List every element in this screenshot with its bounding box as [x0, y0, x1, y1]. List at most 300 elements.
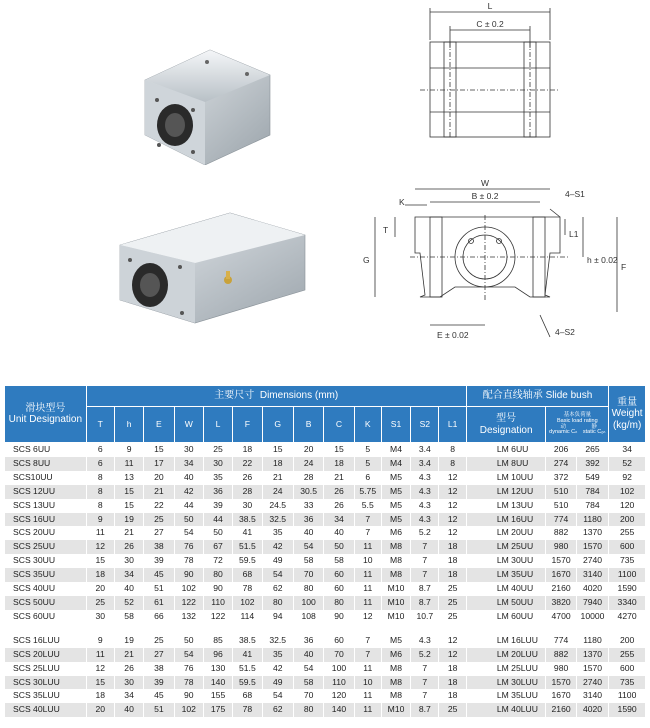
table-cell: 18	[233, 443, 262, 457]
table-cell: 15	[114, 499, 143, 513]
table-cell: 30	[114, 554, 143, 568]
col-K: K	[354, 407, 381, 443]
table-row	[5, 596, 646, 610]
table-cell: 21	[114, 526, 143, 540]
table-cell: 10	[354, 554, 381, 568]
table-cell: 18	[439, 554, 466, 568]
table-cell: 12	[439, 648, 466, 662]
table-cell: 11	[86, 648, 114, 662]
table-cell: 40	[174, 471, 203, 485]
table-cell: 40	[114, 582, 143, 596]
table-row	[5, 568, 646, 582]
table-cell: M8	[381, 540, 410, 554]
table-gap-row	[5, 624, 646, 634]
table-cell: 20	[86, 703, 114, 717]
col-L: L	[203, 407, 232, 443]
table-cell: 980	[546, 540, 576, 554]
table-cell: 27	[144, 526, 174, 540]
table-cell: M8	[381, 662, 410, 676]
table-cell: 4700	[546, 610, 576, 624]
table-cell: 11	[114, 457, 143, 471]
table-cell: 2740	[576, 554, 608, 568]
dim-F: F	[621, 262, 627, 272]
col-S2: S2	[411, 407, 439, 443]
table-cell: 70	[324, 648, 354, 662]
table-cell: 11	[354, 540, 381, 554]
table-cell: 78	[174, 676, 203, 690]
table-cell: 45	[144, 689, 174, 703]
table-cell: 50	[203, 526, 232, 540]
table-cell: M10	[381, 703, 410, 717]
table-cell: 22	[144, 499, 174, 513]
table-cell: 60	[324, 582, 354, 596]
table-cell: LM 6UU	[466, 443, 546, 457]
table-cell: 38	[144, 540, 174, 554]
table-cell: 62	[262, 582, 293, 596]
table-cell: 510	[546, 485, 576, 499]
table-cell: SCS 8UU	[5, 457, 87, 471]
table-cell: 68	[233, 689, 262, 703]
table-cell: 27	[144, 648, 174, 662]
table-cell: 20	[144, 471, 174, 485]
table-cell: SCS 30LUU	[5, 676, 87, 690]
table-cell: 735	[609, 554, 646, 568]
table-cell: 54	[262, 689, 293, 703]
table-cell: 1590	[609, 582, 646, 596]
table-cell: 11	[354, 703, 381, 717]
table-cell: 52	[114, 596, 143, 610]
table-cell: 3140	[576, 568, 608, 582]
table-cell: 50	[324, 540, 354, 554]
table-cell: 7	[411, 689, 439, 703]
table-row	[5, 554, 646, 568]
table-cell: 90	[174, 568, 203, 582]
dim-S2: 4–S2	[555, 327, 575, 337]
table-cell: 4.3	[411, 485, 439, 499]
table-cell: 80	[293, 582, 323, 596]
table-cell: 49	[262, 676, 293, 690]
table-cell: 54	[293, 662, 323, 676]
table-cell: LM 40UU	[466, 582, 546, 596]
table-cell: 200	[609, 513, 646, 527]
table-cell: LM 25UU	[466, 540, 546, 554]
table-cell: 4.3	[411, 499, 439, 513]
table-row	[5, 582, 646, 596]
short-bearing-block-photo	[135, 40, 275, 165]
table-cell: 54	[174, 526, 203, 540]
table-cell: 120	[324, 689, 354, 703]
table-cell: 7	[354, 648, 381, 662]
table-cell: 100	[324, 662, 354, 676]
table-cell: 90	[174, 689, 203, 703]
table-cell: 18	[439, 662, 466, 676]
table-row	[5, 457, 646, 471]
table-cell: 44	[174, 499, 203, 513]
table-cell: 9	[86, 513, 114, 527]
table-cell: 18	[324, 457, 354, 471]
table-cell: 25	[144, 634, 174, 648]
table-cell: 102	[174, 703, 203, 717]
table-cell: 51	[144, 703, 174, 717]
col-G: G	[262, 407, 293, 443]
table-cell: 36	[293, 513, 323, 527]
table-cell: SCS 50UU	[5, 596, 87, 610]
long-bearing-block-photo	[110, 205, 310, 325]
table-cell: 1670	[546, 568, 576, 582]
table-cell: 1180	[576, 634, 608, 648]
table-cell: 8	[86, 471, 114, 485]
table-cell: 102	[609, 485, 646, 499]
table-cell: SCS 60UU	[5, 610, 87, 624]
dim-K: K	[399, 197, 405, 207]
table-cell: 8	[86, 499, 114, 513]
spec-table-body	[5, 443, 646, 718]
table-cell: 2160	[546, 703, 576, 717]
table-cell: SCS 35LUU	[5, 689, 87, 703]
table-cell: 1570	[576, 540, 608, 554]
table-cell: 28	[293, 471, 323, 485]
table-cell: 3340	[609, 596, 646, 610]
table-cell: M5	[381, 471, 410, 485]
table-cell: M10	[381, 582, 410, 596]
table-cell: 18	[439, 568, 466, 582]
table-cell: 5.2	[411, 526, 439, 540]
table-cell: 30.5	[293, 485, 323, 499]
table-cell: M5	[381, 499, 410, 513]
table-cell: 58	[324, 554, 354, 568]
spec-table	[4, 385, 646, 717]
table-cell: 8.7	[411, 596, 439, 610]
table-cell: 1570	[546, 554, 576, 568]
table-cell: 5.5	[354, 499, 381, 513]
table-cell: SCS10UU	[5, 471, 87, 485]
table-cell: M4	[381, 443, 410, 457]
table-cell: 40	[293, 648, 323, 662]
table-cell: 7	[354, 513, 381, 527]
table-cell: 78	[174, 554, 203, 568]
table-cell: 4270	[609, 610, 646, 624]
table-cell: 18	[439, 540, 466, 554]
table-cell: 12	[439, 634, 466, 648]
table-cell: 52	[609, 457, 646, 471]
table-cell: 110	[203, 596, 232, 610]
table-cell: 94	[262, 610, 293, 624]
table-cell: 80	[324, 596, 354, 610]
table-cell: 4020	[576, 582, 608, 596]
table-cell: 41	[233, 526, 262, 540]
table-cell: 80	[262, 596, 293, 610]
table-cell: 980	[546, 662, 576, 676]
table-row	[5, 634, 646, 648]
table-cell: 140	[324, 703, 354, 717]
table-cell: 7940	[576, 596, 608, 610]
table-cell: 1100	[609, 568, 646, 582]
table-row	[5, 471, 646, 485]
table-cell: 34	[114, 689, 143, 703]
table-cell: 59.5	[233, 676, 262, 690]
table-cell: 5	[354, 457, 381, 471]
table-cell: M6	[381, 648, 410, 662]
table-cell: 39	[203, 499, 232, 513]
col-F: F	[233, 407, 262, 443]
dim-T: T	[383, 225, 389, 235]
table-cell: 5	[354, 443, 381, 457]
table-cell: 18	[86, 568, 114, 582]
table-cell: 12	[354, 610, 381, 624]
table-cell: 30	[233, 499, 262, 513]
table-cell: M8	[381, 689, 410, 703]
table-cell: 76	[174, 662, 203, 676]
table-cell: SCS 20UU	[5, 526, 87, 540]
table-cell: 25	[203, 443, 232, 457]
table-cell: 784	[576, 485, 608, 499]
table-cell: 122	[203, 610, 232, 624]
table-cell: 4.3	[411, 634, 439, 648]
table-cell: SCS 16UU	[5, 513, 87, 527]
table-cell: SCS 30UU	[5, 554, 87, 568]
table-cell: SCS 13UU	[5, 499, 87, 513]
col-B: B	[293, 407, 323, 443]
table-cell: 7	[411, 554, 439, 568]
table-cell: 28	[233, 485, 262, 499]
table-row	[5, 485, 646, 499]
table-cell: 38.5	[233, 634, 262, 648]
table-cell: 7	[411, 676, 439, 690]
table-cell: SCS 20LUU	[5, 648, 87, 662]
table-cell: 21	[114, 648, 143, 662]
table-cell: 9	[114, 443, 143, 457]
table-cell: 90	[203, 582, 232, 596]
table-cell: 8	[86, 485, 114, 499]
dimensions-header: 主要尺寸 Dimensions (mm)	[86, 386, 466, 407]
table-cell: 60	[324, 634, 354, 648]
table-cell: 882	[546, 648, 576, 662]
table-cell: LM 16UU	[466, 513, 546, 527]
table-cell: 80	[203, 568, 232, 582]
table-cell: 4.3	[411, 513, 439, 527]
dim-C: C ± 0.2	[476, 19, 504, 29]
table-row	[5, 443, 646, 457]
table-cell: 51.5	[233, 540, 262, 554]
table-cell: 25	[86, 596, 114, 610]
col-h: h	[114, 407, 143, 443]
table-cell: 108	[293, 610, 323, 624]
table-cell: SCS 25UU	[5, 540, 87, 554]
table-cell: LM 40LUU	[466, 703, 546, 717]
table-cell: 1180	[576, 513, 608, 527]
table-cell: SCS 16LUU	[5, 634, 87, 648]
table-cell: 12	[86, 662, 114, 676]
table-cell: 6	[354, 471, 381, 485]
table-cell: 3.4	[411, 443, 439, 457]
table-cell: 15	[86, 554, 114, 568]
table-cell: 3140	[576, 689, 608, 703]
table-row	[5, 662, 646, 676]
table-cell: 34	[324, 513, 354, 527]
table-row	[5, 648, 646, 662]
table-cell: 59.5	[233, 554, 262, 568]
table-cell: 33	[293, 499, 323, 513]
table-cell: 62	[262, 703, 293, 717]
table-cell: 25	[439, 610, 466, 624]
table-cell: 140	[203, 676, 232, 690]
table-cell: LM 60UU	[466, 610, 546, 624]
table-cell: SCS 25LUU	[5, 662, 87, 676]
table-cell: 26	[114, 540, 143, 554]
table-cell: 50	[174, 634, 203, 648]
table-cell: 17	[144, 457, 174, 471]
table-cell: 72	[203, 554, 232, 568]
table-cell: 12	[439, 513, 466, 527]
table-cell: 25	[439, 703, 466, 717]
table-row	[5, 610, 646, 624]
table-cell: LM 10UU	[466, 471, 546, 485]
table-cell: 392	[576, 457, 608, 471]
table-row	[5, 689, 646, 703]
col-S1: S1	[381, 407, 410, 443]
table-cell: 255	[609, 526, 646, 540]
table-cell: 8.7	[411, 703, 439, 717]
table-cell: 11	[354, 596, 381, 610]
table-cell: 774	[546, 513, 576, 527]
table-cell: 18	[439, 689, 466, 703]
table-row	[5, 513, 646, 527]
table-cell: 61	[144, 596, 174, 610]
dim-G: G	[363, 255, 370, 265]
table-cell: 784	[576, 499, 608, 513]
table-cell: 274	[546, 457, 576, 471]
dim-S1: 4–S1	[565, 189, 585, 199]
table-cell: 21	[262, 471, 293, 485]
table-cell: 24.5	[262, 499, 293, 513]
table-cell: 155	[203, 689, 232, 703]
table-cell: 15	[144, 443, 174, 457]
table-cell: 882	[546, 526, 576, 540]
slide-bush-header: 配合直线轴承 Slide bush	[466, 386, 608, 407]
table-cell: 11	[354, 689, 381, 703]
table-cell: 20	[293, 443, 323, 457]
dim-E: E ± 0.02	[437, 330, 469, 340]
table-cell: 58	[114, 610, 143, 624]
table-cell: M10	[381, 596, 410, 610]
table-cell: 54	[174, 648, 203, 662]
table-cell: 110	[324, 676, 354, 690]
table-cell: 372	[546, 471, 576, 485]
table-cell: 255	[609, 648, 646, 662]
table-cell: 38.5	[233, 513, 262, 527]
table-cell: 8	[439, 443, 466, 457]
table-cell: 30	[203, 457, 232, 471]
table-cell: 78	[233, 703, 262, 717]
table-cell: 4020	[576, 703, 608, 717]
table-cell: 200	[609, 634, 646, 648]
table-cell: 34	[609, 443, 646, 457]
table-cell: 19	[114, 634, 143, 648]
table-cell: LM 8UU	[466, 457, 546, 471]
table-cell: M5	[381, 485, 410, 499]
table-cell: 12	[439, 526, 466, 540]
table-row	[5, 526, 646, 540]
table-cell: 25	[144, 513, 174, 527]
table-cell: 25	[439, 596, 466, 610]
table-cell: 15	[86, 676, 114, 690]
table-cell: 132	[174, 610, 203, 624]
table-cell: 10.7	[411, 610, 439, 624]
table-cell: SCS 12UU	[5, 485, 87, 499]
table-cell: 130	[203, 662, 232, 676]
table-cell: 1570	[576, 662, 608, 676]
col-basic-load: 基本负荷量 Basic load rating 动 dynamic Cₙ 静 static Cₒₙ	[546, 407, 609, 443]
table-cell: 58	[293, 676, 323, 690]
table-cell: 24	[293, 457, 323, 471]
table-cell: 13	[114, 471, 143, 485]
table-cell: LM 50UU	[466, 596, 546, 610]
table-cell: M8	[381, 676, 410, 690]
table-cell: 8.7	[411, 582, 439, 596]
dim-B: B ± 0.2	[471, 191, 499, 201]
table-cell: 1570	[546, 676, 576, 690]
table-cell: 26	[114, 662, 143, 676]
table-cell: SCS 6UU	[5, 443, 87, 457]
table-cell: 42	[262, 540, 293, 554]
table-cell: 26	[324, 499, 354, 513]
table-cell: LM 30LUU	[466, 676, 546, 690]
table-cell: 24	[262, 485, 293, 499]
table-cell: M5	[381, 513, 410, 527]
table-cell: 39	[144, 676, 174, 690]
table-cell: 102	[174, 582, 203, 596]
table-cell: 510	[546, 499, 576, 513]
table-cell: 36	[203, 485, 232, 499]
front-view-drawing	[355, 175, 645, 350]
table-cell: 25	[439, 582, 466, 596]
table-cell: 58	[293, 554, 323, 568]
table-cell: 34	[174, 457, 203, 471]
table-cell: 42	[174, 485, 203, 499]
table-cell: 22	[233, 457, 262, 471]
table-cell: 21	[324, 471, 354, 485]
table-cell: 2160	[546, 582, 576, 596]
table-cell: 32.5	[262, 634, 293, 648]
table-cell: 1100	[609, 689, 646, 703]
table-cell: 67	[203, 540, 232, 554]
table-cell: 206	[546, 443, 576, 457]
table-cell: 10	[354, 676, 381, 690]
table-cell: 76	[174, 540, 203, 554]
table-cell: 68	[233, 568, 262, 582]
top-view-drawing	[400, 0, 570, 160]
table-cell: 7	[411, 662, 439, 676]
table-cell: LM 13UU	[466, 499, 546, 513]
weight-header: 重量 Weight (kg/m)	[609, 386, 646, 443]
col-bush-designation: 型号 Designation	[466, 407, 546, 443]
table-cell: 20	[86, 582, 114, 596]
table-cell: 11	[354, 582, 381, 596]
table-cell: SCS 35UU	[5, 568, 87, 582]
table-cell: 40	[324, 526, 354, 540]
table-cell: 735	[609, 676, 646, 690]
table-cell: 9	[86, 634, 114, 648]
table-cell: 4.3	[411, 471, 439, 485]
table-cell: 49	[262, 554, 293, 568]
table-cell: 51.5	[233, 662, 262, 676]
table-cell: 50	[174, 513, 203, 527]
table-cell: LM 25LUU	[466, 662, 546, 676]
table-cell: 1590	[609, 703, 646, 717]
col-T: T	[86, 407, 114, 443]
table-cell: 10000	[576, 610, 608, 624]
table-cell: M6	[381, 526, 410, 540]
